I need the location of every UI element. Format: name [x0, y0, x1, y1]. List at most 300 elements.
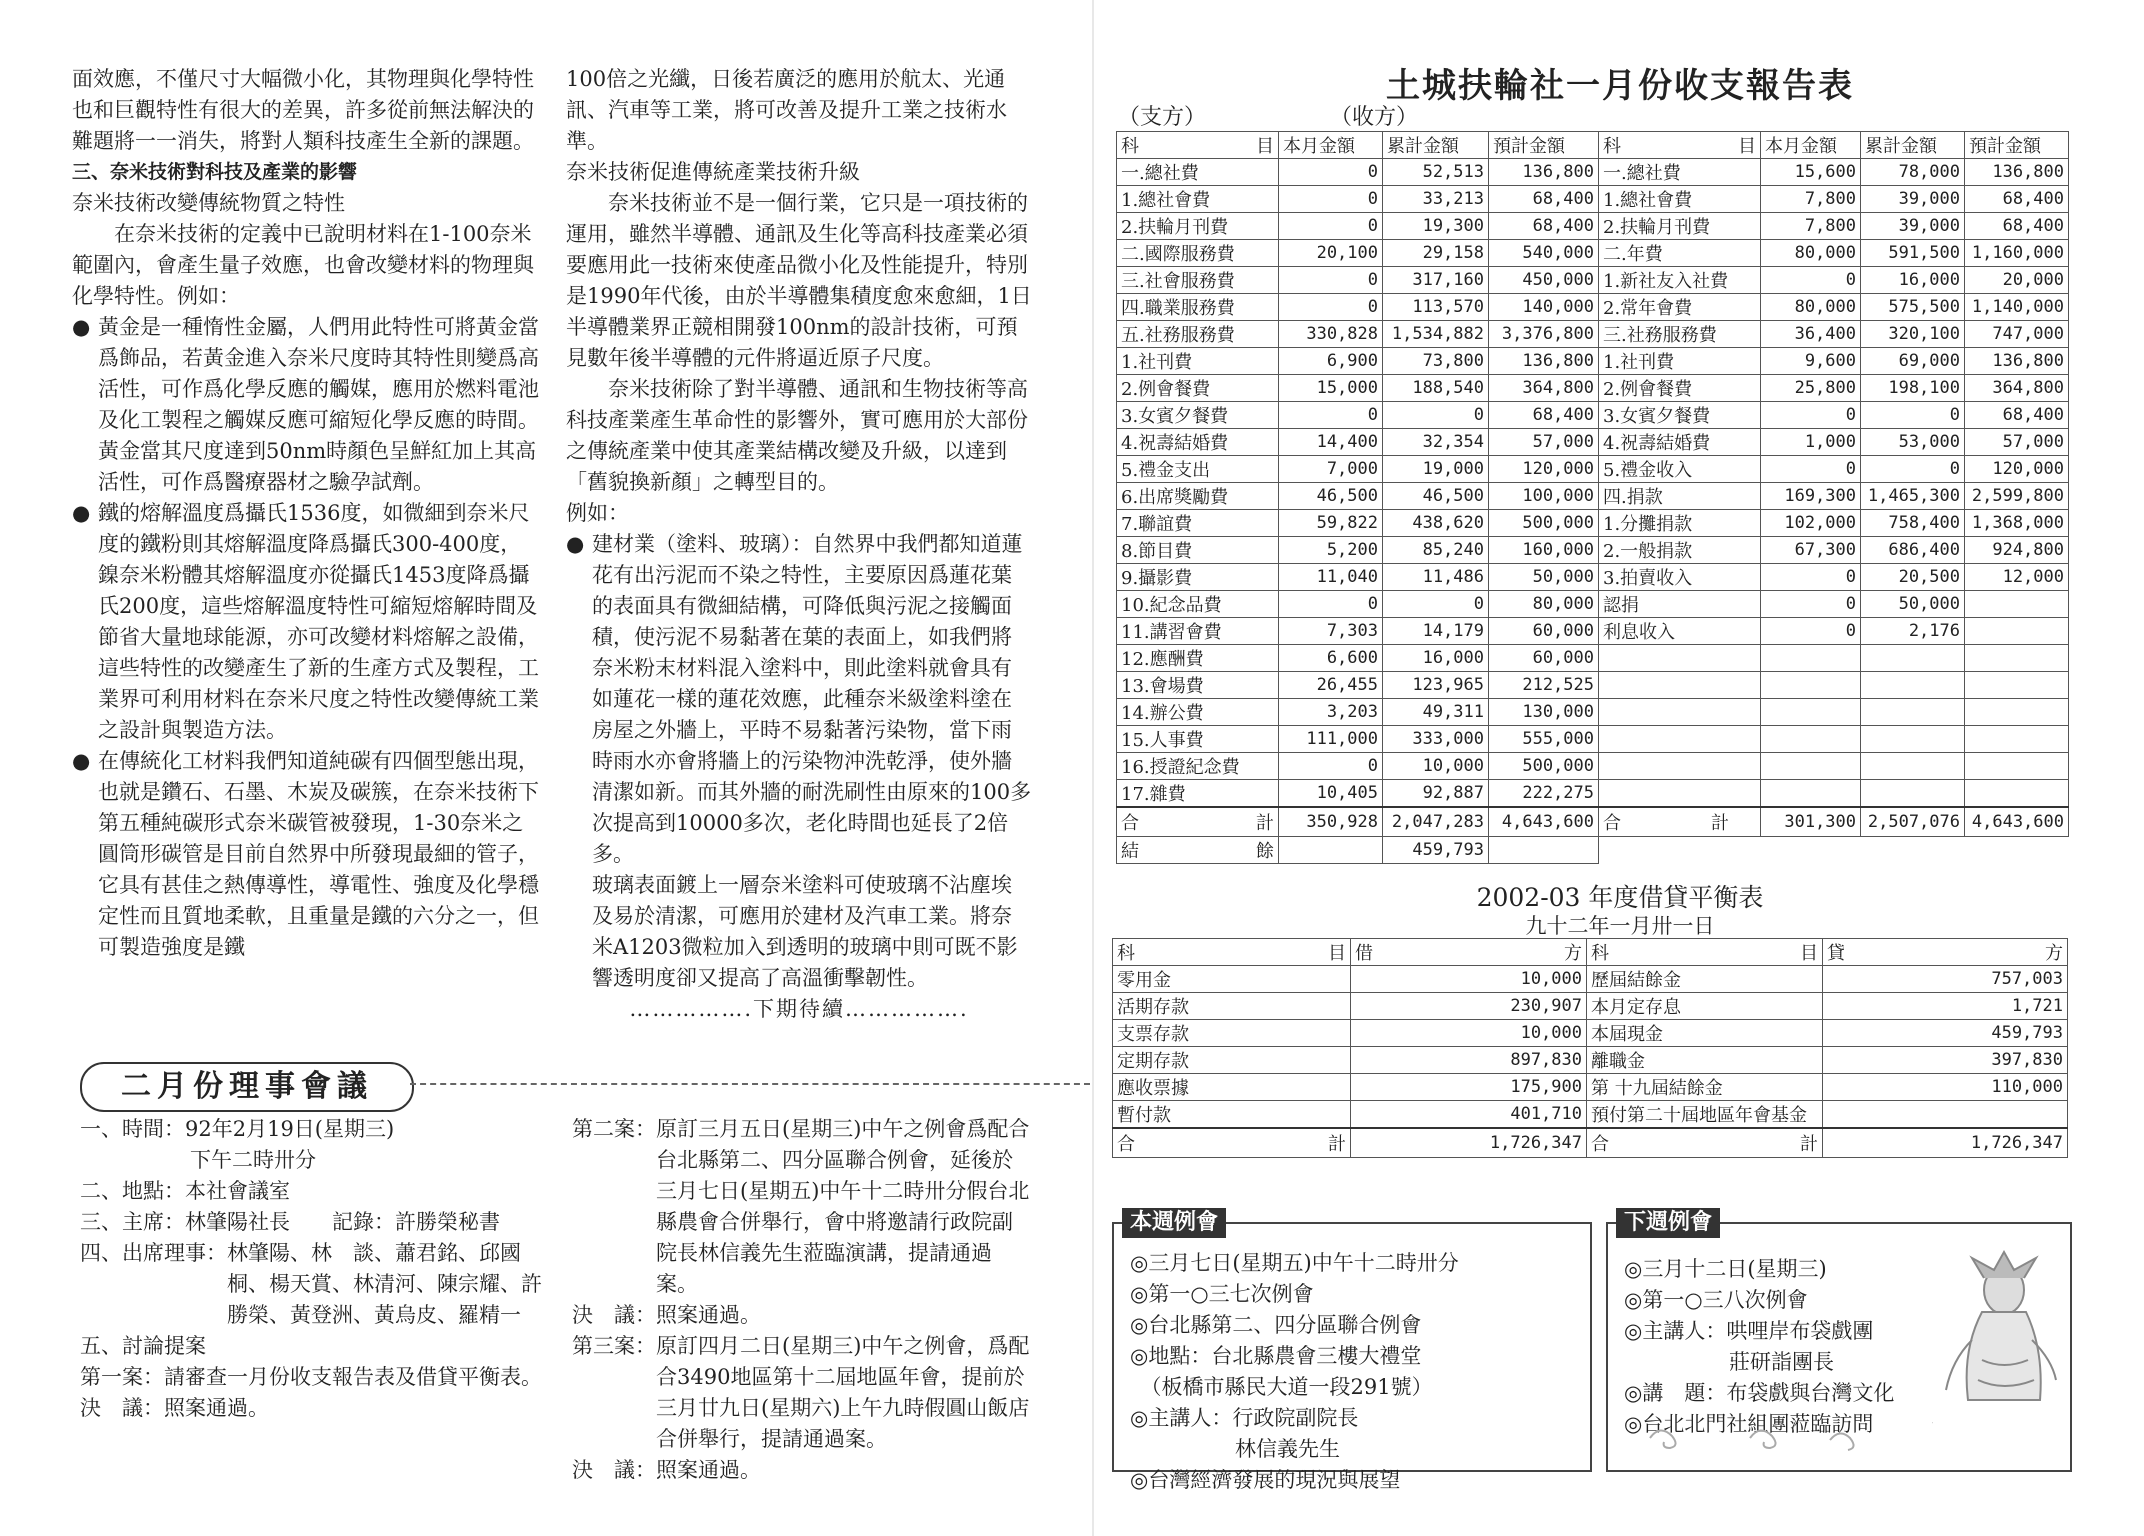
- amount-cell: 364,800: [1965, 375, 2069, 402]
- table-row: [1117, 240, 2069, 267]
- amount-cell: [1965, 780, 2069, 808]
- amount-cell: 113,570: [1383, 294, 1489, 321]
- header-cumulative: 累計金額: [1383, 132, 1489, 159]
- item-cell: 本月定存息: [1587, 993, 1823, 1020]
- header-subject: 科: [1603, 136, 1621, 157]
- meeting-item-text: 照案通過。: [656, 1458, 761, 1482]
- item-cell: 3.女賓夕餐費: [1117, 402, 1279, 429]
- meeting-info-line: ◎主講人：哄哩岸布袋戲團: [1624, 1319, 1874, 1343]
- amount-cell: 80,000: [1761, 240, 1861, 267]
- total-exp-current: 350,928: [1279, 807, 1383, 837]
- amount-cell: 333,000: [1383, 726, 1489, 753]
- item-cell: 利息收入: [1599, 618, 1761, 645]
- meeting-item: [80, 1331, 550, 1362]
- amount-cell: 575,500: [1861, 294, 1965, 321]
- item-cell: 1.社刊費: [1599, 348, 1761, 375]
- meeting-info-line: ◎台北北門社組團蒞臨訪問: [1624, 1412, 1874, 1436]
- amount-cell: 230,907: [1351, 993, 1587, 1020]
- table-row: [1117, 321, 2069, 348]
- table-row: [1117, 699, 2069, 726]
- amount-cell: [1761, 780, 1861, 808]
- amount-cell: 57,000: [1965, 429, 2069, 456]
- amount-cell: 686,400: [1861, 537, 1965, 564]
- amount-cell: [1861, 753, 1965, 780]
- amount-cell: 136,800: [1489, 348, 1599, 375]
- item-cell: 1.總社會費: [1599, 186, 1761, 213]
- bullet-text: 鐵的熔解溫度爲攝氏1536度，如微細到奈米尺度的鐵粉則其熔解溫度降爲攝氏300-400度，鎳奈米粉體其熔解溫度亦從攝氏1453度降爲攝氏200度，這些熔解溫度特性可縮短熔解時間及節省大量地球能源，亦可改變材料熔解之設備，這些特性的改變產生了新的生產方式及製程，工業界可利用材料在奈米尺度之特性改變傳統工業之設計與製造方法。: [98, 501, 539, 742]
- amount-cell: 0: [1383, 402, 1489, 429]
- bs-total-debit: 1,726,347: [1351, 1128, 1587, 1158]
- meeting-item-label: 三、主席：: [80, 1210, 185, 1234]
- table-row: [1117, 267, 2069, 294]
- expense-label: （支方）: [1118, 105, 1207, 130]
- amount-cell: 160,000: [1489, 537, 1599, 564]
- table-row: [1113, 966, 2068, 993]
- amount-cell: 80,000: [1761, 294, 1861, 321]
- subsection-heading: 奈米技術促進傳統產業技術升級: [566, 160, 860, 184]
- item-cell: 8.節目費: [1117, 537, 1279, 564]
- table-row: [1117, 618, 2069, 645]
- amount-cell: 0: [1761, 267, 1861, 294]
- amount-cell: 330,828: [1279, 321, 1383, 348]
- amount-cell: 120,000: [1489, 456, 1599, 483]
- item-cell: 3.女賓夕餐費: [1599, 402, 1761, 429]
- item-cell: [1599, 726, 1761, 753]
- article-column-2: [566, 64, 1032, 1025]
- amount-cell: 0: [1279, 213, 1383, 240]
- table-row: [1113, 1020, 2068, 1047]
- header-budget: 預計金額: [1965, 132, 2069, 159]
- amount-cell: 123,965: [1383, 672, 1489, 699]
- table-row: [1113, 1074, 2068, 1101]
- meeting-item: [572, 1114, 1032, 1300]
- item-cell: 4.祝壽結婚費: [1117, 429, 1279, 456]
- amount-cell: 52,513: [1383, 159, 1489, 186]
- item-cell: 暫付款: [1113, 1101, 1351, 1129]
- amount-cell: 758,400: [1861, 510, 1965, 537]
- item-cell: 本屆現金: [1587, 1020, 1823, 1047]
- amount-cell: 198,100: [1861, 375, 1965, 402]
- amount-cell: 33,213: [1383, 186, 1489, 213]
- amount-cell: 0: [1383, 591, 1489, 618]
- amount-cell: 111,000: [1279, 726, 1383, 753]
- balance-jie: 結: [1121, 841, 1139, 862]
- item-cell: 三.社會服務費: [1117, 267, 1279, 294]
- amount-cell: 57,000: [1489, 429, 1599, 456]
- item-cell: 9.攝影費: [1117, 564, 1279, 591]
- amount-cell: 0: [1761, 402, 1861, 429]
- total-inc-budget: 4,643,600: [1965, 807, 2069, 837]
- table-row: [1117, 375, 2069, 402]
- item-cell: 4.祝壽結婚費: [1599, 429, 1761, 456]
- meeting-info-line: ◎第一○三八次例會: [1624, 1288, 1808, 1312]
- amount-cell: 39,000: [1861, 186, 1965, 213]
- meeting-item-label: 決 議：: [80, 1396, 164, 1420]
- meeting-item: [80, 1238, 550, 1331]
- meeting-info-line: 莊研詣團長: [1624, 1350, 1834, 1374]
- amount-cell: 32,354: [1383, 429, 1489, 456]
- meeting-info-line: ◎地點：台北縣農會三樓大禮堂: [1130, 1344, 1422, 1368]
- bs-total-credit: 1,726,347: [1823, 1128, 2068, 1158]
- meeting-item: [80, 1176, 550, 1207]
- amount-cell: 14,400: [1279, 429, 1383, 456]
- amount-cell: [1761, 672, 1861, 699]
- item-cell: 3.拍賣收入: [1599, 564, 1761, 591]
- amount-cell: 10,405: [1279, 780, 1383, 808]
- table-row: [1117, 726, 2069, 753]
- amount-cell: 92,887: [1383, 780, 1489, 808]
- table-row: [1117, 672, 2069, 699]
- amount-cell: 78,000: [1861, 159, 1965, 186]
- bs-header-debit-side: 方: [1564, 943, 1582, 964]
- meeting-item-text: 下午二時卅分: [190, 1148, 316, 1172]
- item-cell: 五.社務服務費: [1117, 321, 1279, 348]
- item-cell: 三.社務服務費: [1599, 321, 1761, 348]
- amount-cell: 1,465,300: [1861, 483, 1965, 510]
- table-row: [1117, 780, 2069, 808]
- item-cell: 1.總社會費: [1117, 186, 1279, 213]
- amount-cell: 20,000: [1965, 267, 2069, 294]
- table-row: [1117, 348, 2069, 375]
- amount-cell: 10,000: [1351, 966, 1587, 993]
- puppet-illustration: [1932, 1250, 2062, 1430]
- paragraph: 面效應，不僅尺寸大幅微小化，其物理與化學特性也和巨觀特性有很大的差異，許多從前無法解決的難題將一一消失，將對人類科技產生全新的課題。: [72, 67, 534, 153]
- table-row: [1117, 456, 2069, 483]
- table-row: [1117, 186, 2069, 213]
- item-cell: 應收票據: [1113, 1074, 1351, 1101]
- header-current: 本月金額: [1279, 132, 1383, 159]
- table-row: [1117, 510, 2069, 537]
- meeting-item-text: 林肇陽社長 記錄：許勝榮秘書: [185, 1210, 500, 1234]
- item-cell: 二.年費: [1599, 240, 1761, 267]
- amount-cell: 0: [1761, 618, 1861, 645]
- amount-cell: 1,000: [1761, 429, 1861, 456]
- meeting-item: [572, 1331, 1032, 1455]
- swirl-decoration: [1640, 1418, 1940, 1458]
- item-cell: 定期存款: [1113, 1047, 1351, 1074]
- table-row: [1117, 213, 2069, 240]
- amount-cell: 68,400: [1965, 402, 2069, 429]
- amount-cell: 16,000: [1383, 645, 1489, 672]
- meeting-info-line: ◎第一○三七次例會: [1130, 1282, 1314, 1306]
- meeting-item-label: 第二案：: [572, 1117, 656, 1141]
- amount-cell: 19,000: [1383, 456, 1489, 483]
- amount-cell: 67,300: [1761, 537, 1861, 564]
- item-cell: 二.國際服務費: [1117, 240, 1279, 267]
- bs-header-credit: 貸: [1827, 943, 1845, 964]
- balance-yu: 餘: [1256, 841, 1274, 862]
- amount-cell: 500,000: [1489, 753, 1599, 780]
- meeting-item-text: 本社會議室: [185, 1179, 290, 1203]
- meeting-left-column: [80, 1114, 550, 1424]
- table-row: [1117, 429, 2069, 456]
- amount-cell: 397,830: [1823, 1047, 2068, 1074]
- amount-cell: 14,179: [1383, 618, 1489, 645]
- amount-cell: [1761, 645, 1861, 672]
- paragraph: 奈米技術並不是一個行業，它只是一項技術的運用，雖然半導體、通訊及生化等高科技產業必須要應用此一技術來使產品微小化及性能提升，特別是1990年代後，由於半導體集積度愈來愈細，1日半導體業界正競相開發100nm的設計技術，可預見數年後半導體的元件將逼近原子尺度。: [566, 191, 1032, 370]
- amount-cell: 60,000: [1489, 618, 1599, 645]
- amount-cell: [1965, 726, 2069, 753]
- amount-cell: 1,140,000: [1965, 294, 2069, 321]
- item-cell: 活期存款: [1113, 993, 1351, 1020]
- header-current: 本月金額: [1761, 132, 1861, 159]
- total-exp-cumulative: 2,047,283: [1383, 807, 1489, 837]
- item-cell: [1599, 699, 1761, 726]
- amount-cell: 25,800: [1761, 375, 1861, 402]
- amount-cell: 757,003: [1823, 966, 2068, 993]
- total-ji: 計: [1256, 813, 1274, 834]
- this-week-meeting-box: [1112, 1210, 1592, 1492]
- amount-cell: 136,800: [1965, 348, 2069, 375]
- amount-cell: 11,040: [1279, 564, 1383, 591]
- income-expense-table: [1116, 131, 2069, 864]
- meeting-item-label: 四、出席理事：: [80, 1241, 227, 1265]
- amount-cell: 29,158: [1383, 240, 1489, 267]
- bs-total-he: 合: [1117, 1134, 1135, 1155]
- meeting-item-label: [80, 1145, 190, 1176]
- amount-cell: 0: [1761, 564, 1861, 591]
- item-cell: 1.分攤捐款: [1599, 510, 1761, 537]
- header-subject: 科: [1121, 136, 1139, 157]
- amount-cell: 10,000: [1383, 753, 1489, 780]
- item-cell: 5.禮金收入: [1599, 456, 1761, 483]
- amount-cell: 53,000: [1861, 429, 1965, 456]
- total-ji: 計: [1711, 813, 1729, 834]
- amount-cell: 591,500: [1861, 240, 1965, 267]
- amount-cell: 15,000: [1279, 375, 1383, 402]
- continued-note: …………….下期待續…………….: [629, 997, 969, 1021]
- amount-cell: 68,400: [1965, 186, 2069, 213]
- amount-cell: [1761, 699, 1861, 726]
- amount-cell: 6,600: [1279, 645, 1383, 672]
- meeting-item-text: [206, 1331, 550, 1362]
- amount-cell: 175,900: [1351, 1074, 1587, 1101]
- amount-cell: 100,000: [1489, 483, 1599, 510]
- paragraph: 奈米技術除了對半導體、通訊和生物技術等高科技產業產生革命性的影響外，實可應用於大部份之傳統產業中使其產業結構改變及升級，以達到「舊貌換新顏」之轉型目的。: [566, 377, 1028, 494]
- meeting-item-text: 照案通過。: [164, 1396, 269, 1420]
- bullet-paragraph: [566, 529, 1032, 870]
- amount-cell: 0: [1279, 402, 1383, 429]
- amount-cell: 459,793: [1823, 1020, 2068, 1047]
- amount-cell: [1861, 645, 1965, 672]
- meeting-item-label: 二、地點：: [80, 1179, 185, 1203]
- income-label: （收方）: [1330, 105, 1419, 130]
- amount-cell: 69,000: [1861, 348, 1965, 375]
- item-cell: 1.社刊費: [1117, 348, 1279, 375]
- item-cell: 17.雜費: [1117, 780, 1279, 808]
- meeting-info-line: ◎講 題：布袋戲與台灣文化: [1624, 1381, 1895, 1405]
- amount-cell: [1823, 1101, 2068, 1129]
- meeting-item: [572, 1300, 1032, 1331]
- table-row: [1117, 564, 2069, 591]
- amount-cell: 364,800: [1489, 375, 1599, 402]
- amount-cell: 924,800: [1965, 537, 2069, 564]
- header-item: 目: [1256, 136, 1274, 157]
- amount-cell: 7,800: [1761, 213, 1861, 240]
- item-cell: [1599, 645, 1761, 672]
- item-cell: 一.總社費: [1117, 159, 1279, 186]
- amount-cell: 130,000: [1489, 699, 1599, 726]
- paragraph: 例如：: [566, 501, 629, 525]
- table-row: [1117, 753, 2069, 780]
- item-cell: 2.扶輪月刊費: [1117, 213, 1279, 240]
- bullet-paragraph: [72, 746, 542, 963]
- bullet-icon: ●: [72, 315, 91, 339]
- bullet-text: 黃金是一種惰性金屬，人們用此特性可將黃金當爲飾品，若黃金進入奈米尺度時其特性則變爲高活性，可作爲化學反應的觸媒，應用於燃料電池及化工製程之觸媒反應可縮短化學反應的時間。黃金當其尺度達到50nm時顏色呈鮮紅加上其高活性，可作爲醫療器材之驗孕試劑。: [98, 315, 539, 494]
- item-cell: 13.會場費: [1117, 672, 1279, 699]
- item-cell: 2.例會餐費: [1599, 375, 1761, 402]
- amount-cell: 1,721: [1823, 993, 2068, 1020]
- bs-total-he: 合: [1591, 1134, 1609, 1155]
- balance-sheet-table: [1112, 938, 2068, 1158]
- amount-cell: 0: [1861, 456, 1965, 483]
- amount-cell: 59,822: [1279, 510, 1383, 537]
- amount-cell: 555,000: [1489, 726, 1599, 753]
- meeting-info-line: ◎主講人：行政院副院長: [1130, 1406, 1359, 1430]
- amount-cell: 500,000: [1489, 510, 1599, 537]
- amount-cell: [1761, 753, 1861, 780]
- amount-cell: 49,311: [1383, 699, 1489, 726]
- table-row: [1117, 645, 2069, 672]
- header-cumulative: 累計金額: [1861, 132, 1965, 159]
- table-row: [1117, 483, 2069, 510]
- amount-cell: 7,303: [1279, 618, 1383, 645]
- amount-cell: [1965, 591, 2069, 618]
- item-cell: 6.出席獎勵費: [1117, 483, 1279, 510]
- amount-cell: 10,000: [1351, 1020, 1587, 1047]
- amount-cell: [1861, 780, 1965, 808]
- subsection-heading: 奈米技術改變傳統物質之特性: [72, 191, 345, 215]
- amount-cell: 11,486: [1383, 564, 1489, 591]
- bs-header-debit: 借: [1355, 943, 1373, 964]
- meeting-item: [80, 1207, 550, 1238]
- item-cell: 10.紀念品費: [1117, 591, 1279, 618]
- amount-cell: 36,400: [1761, 321, 1861, 348]
- item-cell: [1599, 753, 1761, 780]
- item-cell: 2.一般捐款: [1599, 537, 1761, 564]
- bullet-paragraph: [72, 498, 542, 746]
- table-row: [1113, 1101, 2068, 1129]
- amount-cell: 2,176: [1861, 618, 1965, 645]
- amount-cell: [1861, 726, 1965, 753]
- bs-header-item: 目: [1328, 943, 1346, 964]
- amount-cell: 212,525: [1489, 672, 1599, 699]
- item-cell: 四.捐款: [1599, 483, 1761, 510]
- next-week-label: 下週例會: [1616, 1208, 1720, 1238]
- bs-total-ji: 計: [1328, 1134, 1346, 1155]
- meeting-right-column: [572, 1114, 1032, 1486]
- table-row: [1117, 294, 2069, 321]
- bs-header-credit-side: 方: [2045, 943, 2063, 964]
- header-item: 目: [1738, 136, 1756, 157]
- amount-cell: 169,300: [1761, 483, 1861, 510]
- total-inc-current: 301,300: [1761, 807, 1861, 837]
- amount-cell: 26,455: [1279, 672, 1383, 699]
- bs-header-item: 目: [1800, 943, 1818, 964]
- item-cell: 15.人事費: [1117, 726, 1279, 753]
- amount-cell: 7,800: [1761, 186, 1861, 213]
- amount-cell: 5,200: [1279, 537, 1383, 564]
- balance-value: 459,793: [1383, 837, 1489, 864]
- amount-cell: 39,000: [1861, 213, 1965, 240]
- bullet-icon: ●: [72, 749, 91, 773]
- amount-cell: 2,599,800: [1965, 483, 2069, 510]
- item-cell: 支票存款: [1113, 1020, 1351, 1047]
- meeting-info-line: ◎台北縣第二、四分區聯合例會: [1130, 1313, 1422, 1337]
- header-budget: 預計金額: [1489, 132, 1599, 159]
- meeting-item-label: 第一案：: [80, 1365, 164, 1389]
- amount-cell: 20,100: [1279, 240, 1383, 267]
- item-cell: 2.例會餐費: [1117, 375, 1279, 402]
- item-cell: 14.辦公費: [1117, 699, 1279, 726]
- total-he: 合: [1121, 813, 1139, 834]
- amount-cell: 7,000: [1279, 456, 1383, 483]
- amount-cell: 68,400: [1489, 186, 1599, 213]
- meeting-item: [80, 1362, 550, 1393]
- amount-cell: 46,500: [1383, 483, 1489, 510]
- table-row: [1117, 591, 2069, 618]
- meeting-divider: [410, 1083, 1090, 1085]
- amount-cell: 50,000: [1489, 564, 1599, 591]
- amount-cell: 1,160,000: [1965, 240, 2069, 267]
- amount-cell: 188,540: [1383, 375, 1489, 402]
- meeting-item: [572, 1455, 1032, 1486]
- amount-cell: 450,000: [1489, 267, 1599, 294]
- bullet-icon: ●: [566, 532, 585, 556]
- amount-cell: 0: [1761, 591, 1861, 618]
- item-cell: [1599, 780, 1761, 808]
- meeting-item-text: 原訂三月五日(星期三)中午之例會爲配合台北縣第二、四分區聯合例會，延後於三月七日(星期五)中午十二時卅分假台北縣農會合併舉行，會中將邀請行政院副院長林信義先生蒞臨演講，提請通過案。: [656, 1117, 1030, 1296]
- amount-cell: 120,000: [1965, 456, 2069, 483]
- amount-cell: [1861, 699, 1965, 726]
- bullet-text: 建材業（塗料、玻璃）：自然界中我們都知道蓮花有出污泥而不染之特性，主要原因爲蓮花葉的表面具有微細結構，可降低與污泥之接觸面積，使污泥不易黏著在葉的表面上，如我們將奈米粉末材料混入塗料中，則此塗料就會具有如蓮花一樣的蓮花效應，此種奈米級塗料塗在房屋之外牆上，平時不易黏著污染物，當下雨時雨水亦會將牆上的污染物沖洗乾淨，使外牆清潔如新。而其外牆的耐洗刷性由原來的100多次提高到10000多次，老化時間也延長了2倍多。: [592, 532, 1032, 866]
- item-cell: 零用金: [1113, 966, 1351, 993]
- amount-cell: 68,400: [1965, 213, 2069, 240]
- meeting-item-label: 第三案：: [572, 1334, 656, 1358]
- item-cell: 四.職業服務費: [1117, 294, 1279, 321]
- item-cell: 2.常年會費: [1599, 294, 1761, 321]
- meeting-item-label: 五、討論提案: [80, 1334, 206, 1358]
- table-row: [1113, 993, 2068, 1020]
- meeting-item: [80, 1114, 550, 1145]
- amount-cell: [1965, 753, 2069, 780]
- amount-cell: 102,000: [1761, 510, 1861, 537]
- meeting-info-line: ◎三月十二日(星期三): [1624, 1257, 1827, 1281]
- total-exp-budget: 4,643,600: [1489, 807, 1599, 837]
- meeting-item: [80, 1145, 550, 1176]
- amount-cell: [1861, 672, 1965, 699]
- meeting-item-text: 原訂四月二日(星期三)中午之例會，爲配合3490地區第十二屆地區年會，提前於三月廿九日(星期六)上午九時假圓山飯店合併舉行，提請通過案。: [656, 1334, 1030, 1451]
- amount-cell: 0: [1279, 294, 1383, 321]
- amount-cell: 897,830: [1351, 1047, 1587, 1074]
- amount-cell: 540,000: [1489, 240, 1599, 267]
- item-cell: 2.扶輪月刊費: [1599, 213, 1761, 240]
- amount-cell: 222,275: [1489, 780, 1599, 808]
- amount-cell: 1,368,000: [1965, 510, 2069, 537]
- paragraph: 100倍之光纖，日後若廣泛的應用於航太、光通訊、汽車等工業，將可改善及提升工業之技術水準。: [566, 67, 1007, 153]
- amount-cell: [1965, 618, 2069, 645]
- item-cell: 離職金: [1587, 1047, 1823, 1074]
- amount-cell: 0: [1861, 402, 1965, 429]
- amount-cell: 110,000: [1823, 1074, 2068, 1101]
- item-cell: 1.新社友入社費: [1599, 267, 1761, 294]
- bs-header-subject: 科: [1117, 943, 1135, 964]
- amount-cell: 1,534,882: [1383, 321, 1489, 348]
- bullet-paragraph: [72, 312, 542, 498]
- amount-cell: 0: [1279, 186, 1383, 213]
- meeting-info-line: （板橋市縣民大道一段291號）: [1130, 1375, 1433, 1399]
- table-row: [1117, 402, 2069, 429]
